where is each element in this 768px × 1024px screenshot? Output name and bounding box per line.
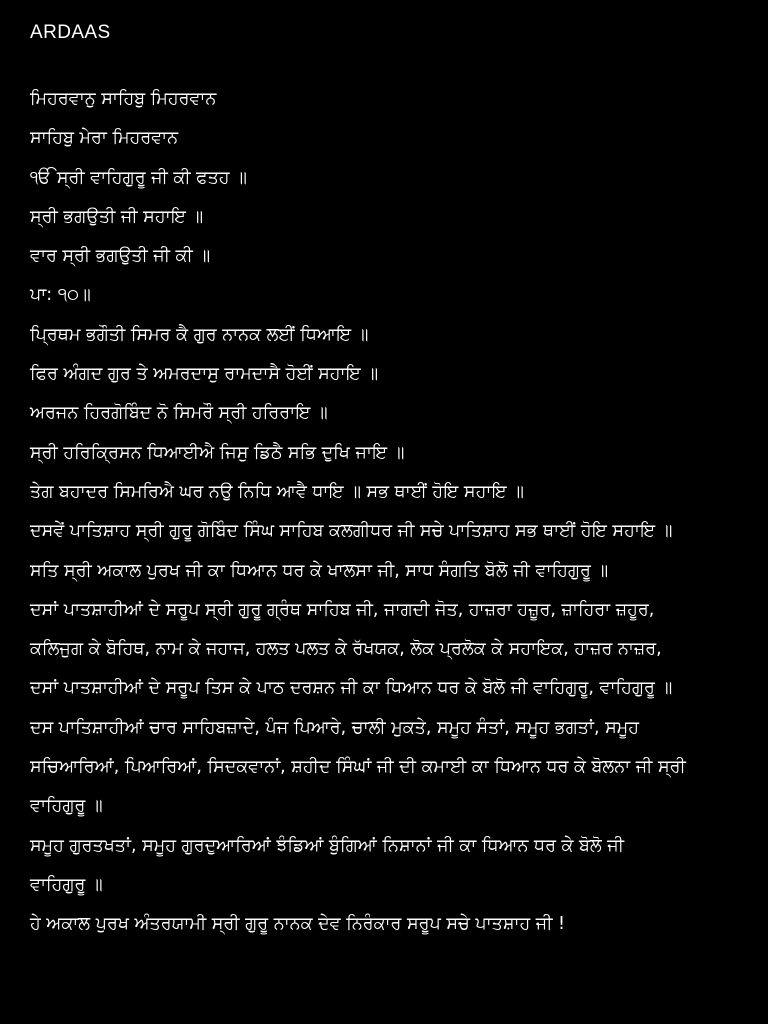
text-line: ਵਾਰ ਸ੍ਰੀ ਭਗਉਤੀ ਜੀ ਕੀ ॥	[30, 246, 211, 267]
text-line: ਸਚਿਆਰਿਆਂ, ਪਿਆਰਿਆਂ, ਸਿਦਕਵਾਨਾਂ, ਸ਼ਹੀਦ ਸਿੰਘਾਂ ਜੀ ਦੀ ਕਮਾਈ ਕਾ ਧਿਆਨ ਧਰ ਕੇ ਬੋਲਨਾ ਜੀ ਸ੍ਰੀ	[30, 757, 686, 778]
text-line: ਵਾਹਿਗੁਰੂ ॥	[30, 796, 103, 817]
text-line: ਵਾਹਿਗੁਰੂ ॥	[30, 874, 103, 895]
text-line: ਹੇ ਅਕਾਲ ਪੁਰਖ ਅੰਤਰਯਾਮੀ ਸ੍ਰੀ ਗੁਰੂ ਨਾਨਕ ਦੇਵ ਨਿਰੰਕਾਰ ਸਰੂਪ ਸਚੇ ਪਾਤਸ਼ਾਹ ਜੀ !	[30, 914, 566, 935]
text-line: ਦਸਾਂ ਪਾਤਸ਼ਾਹੀਆਂ ਦੇ ਸਰੂਪ ਸ੍ਰੀ ਗੁਰੂ ਗ੍ਰੰਥ ਸਾਹਿਬ ਜੀ, ਜਾਗਦੀ ਜੋਤ, ਹਾਜ਼ਰਾ ਹਜ਼ੂਰ, ਜ਼ਾਹਿਰਾ ਜ਼ਹੂਰ,	[30, 599, 655, 620]
text-line: ਕਲਿਜੁਗ ਕੇ ਬੋਹਿਥ, ਨਾਮ ਕੇ ਜਹਾਜ, ਹਲਤ ਪਲਤ ਕੇ ਰੱਖਯਕ, ਲੋਕ ਪ੍ਰਲੋਕ ਕੇ ਸਹਾਇਕ, ਹਾਜ਼ਰ ਨਾਜ਼ਰ,	[30, 639, 662, 660]
text-line: ਸ੍ਰੀ ਹਰਿਕ੍ਰਿਸਨ ਧਿਆਈਐ ਜਿਸੁ ਡਿਠੈ ਸਭਿ ਦੁਖਿ ਜਾਇ ॥	[30, 442, 405, 463]
text-line: ਮਿਹਰਵਾਨੁ ਸਾਹਿਬੁ ਮਿਹਰਵਾਨ	[30, 89, 217, 109]
text-line: ਫਿਰ ਅੰਗਦ ਗੁਰ ਤੇ ਅਮਰਦਾਸੁ ਰਾਮਦਾਸੈ ਹੋਈਂ ਸਹਾਇ ॥	[30, 364, 379, 385]
text-line: ਸਾਹਿਬੁ ਮੇਰਾ ਮਿਹਰਵਾਨ	[30, 128, 179, 149]
text-line: ਦਸਵੇਂ ਪਾਤਿਸ਼ਾਹ ਸ੍ਰੀ ਗੁਰੂ ਗੋਬਿੰਦ ਸਿੰਘ ਸਾਹਿਬ ਕਲਗੀਧਰ ਜੀ ਸਚੇ ਪਾਤਿਸ਼ਾਹ ਸਭ ਥਾਈਂ ਹੋਇ ਸਹਾਇ ॥	[30, 521, 673, 542]
text-line: ਸ੍ਰੀ ਭਗਉਤੀ ਜੀ ਸਹਾਇ ॥	[30, 206, 204, 227]
ardaas-text	[30, 80, 745, 945]
text-line: ਸਤਿ ਸ੍ਰੀ ਅਕਾਲ ਪੁਰਖ ਜੀ ਕਾ ਧਿਆਨ ਧਰ ਕੇ ਖਾਲਸਾ ਜੀ, ਸਾਧ ਸੰਗਤਿ ਬੋਲੋ ਜੀ ਵਾਹਿਗੁਰੂ ॥	[30, 560, 609, 581]
text-line: ਦਸਾਂ ਪਾਤਸ਼ਾਹੀਆਂ ਦੇ ਸਰੂਪ ਤਿਸ ਕੇ ਪਾਠ ਦਰਸ਼ਨ ਜੀ ਕਾ ਧਿਆਨ ਧਰ ਕੇ ਬੋਲੋ ਜੀ ਵਾਹਿਗੁਰੂ, ਵਾਹਿਗੁਰੂ ॥	[30, 678, 673, 699]
text-line: ਪ੍ਰਿਥਮ ਭਗੌਤੀ ਸਿਮਰ ਕੈ ਗੁਰ ਨਾਨਕ ਲਈਂ ਧਿਆਇ ॥	[30, 324, 369, 345]
text-line: ਪਾ: ੧੦॥	[30, 285, 91, 306]
text-line: ਸਮੂਹ ਗੁਰਤਖਤਾਂ, ਸਮੂਹ ਗੁਰਦੁਆਰਿਆਂ ਝੰਡਿਆਂ ਬੁੰਗਿਆਂ ਨਿਸ਼ਾਨਾਂ ਜੀ ਕਾ ਧਿਆਨ ਧਰ ਕੇ ਬੋਲੋ ਜੀ	[30, 835, 625, 856]
text-line: ਤੇਗ ਬਹਾਦਰ ਸਿਮਰਿਐ ਘਰ ਨਉ ਨਿਧਿ ਆਵੈ ਧਾਇ ॥ ਸਭ ਥਾਈਂ ਹੋਇ ਸਹਾਇ ॥	[30, 481, 524, 502]
page-title: ARDAAS	[30, 22, 111, 43]
text-line: ਅਰਜਨ ਹਿਰਗੋਬਿੰਦ ਨੋ ਸਿਮਰੌ ਸ੍ਰੀ ਹਰਿਰਾਇ ॥	[30, 403, 328, 424]
text-line: ਦਸ ਪਾਤਿਸ਼ਾਹੀਆਂ ਚਾਰ ਸਾਹਿਬਜ਼ਾਦੇ, ਪੰਜ ਪਿਆਰੇ, ਚਾਲੀ ਮੁਕਤੇ, ਸਮੂਹ ਸੰਤਾਂ, ਸਮੂਹ ਭਗਤਾਂ, ਸਮੂਹ	[30, 717, 639, 738]
text-line: ੴ ਸ੍ਰੀ ਵਾਹਿਗੁਰੂ ਜੀ ਕੀ ਫਤਹ ॥	[30, 167, 247, 188]
